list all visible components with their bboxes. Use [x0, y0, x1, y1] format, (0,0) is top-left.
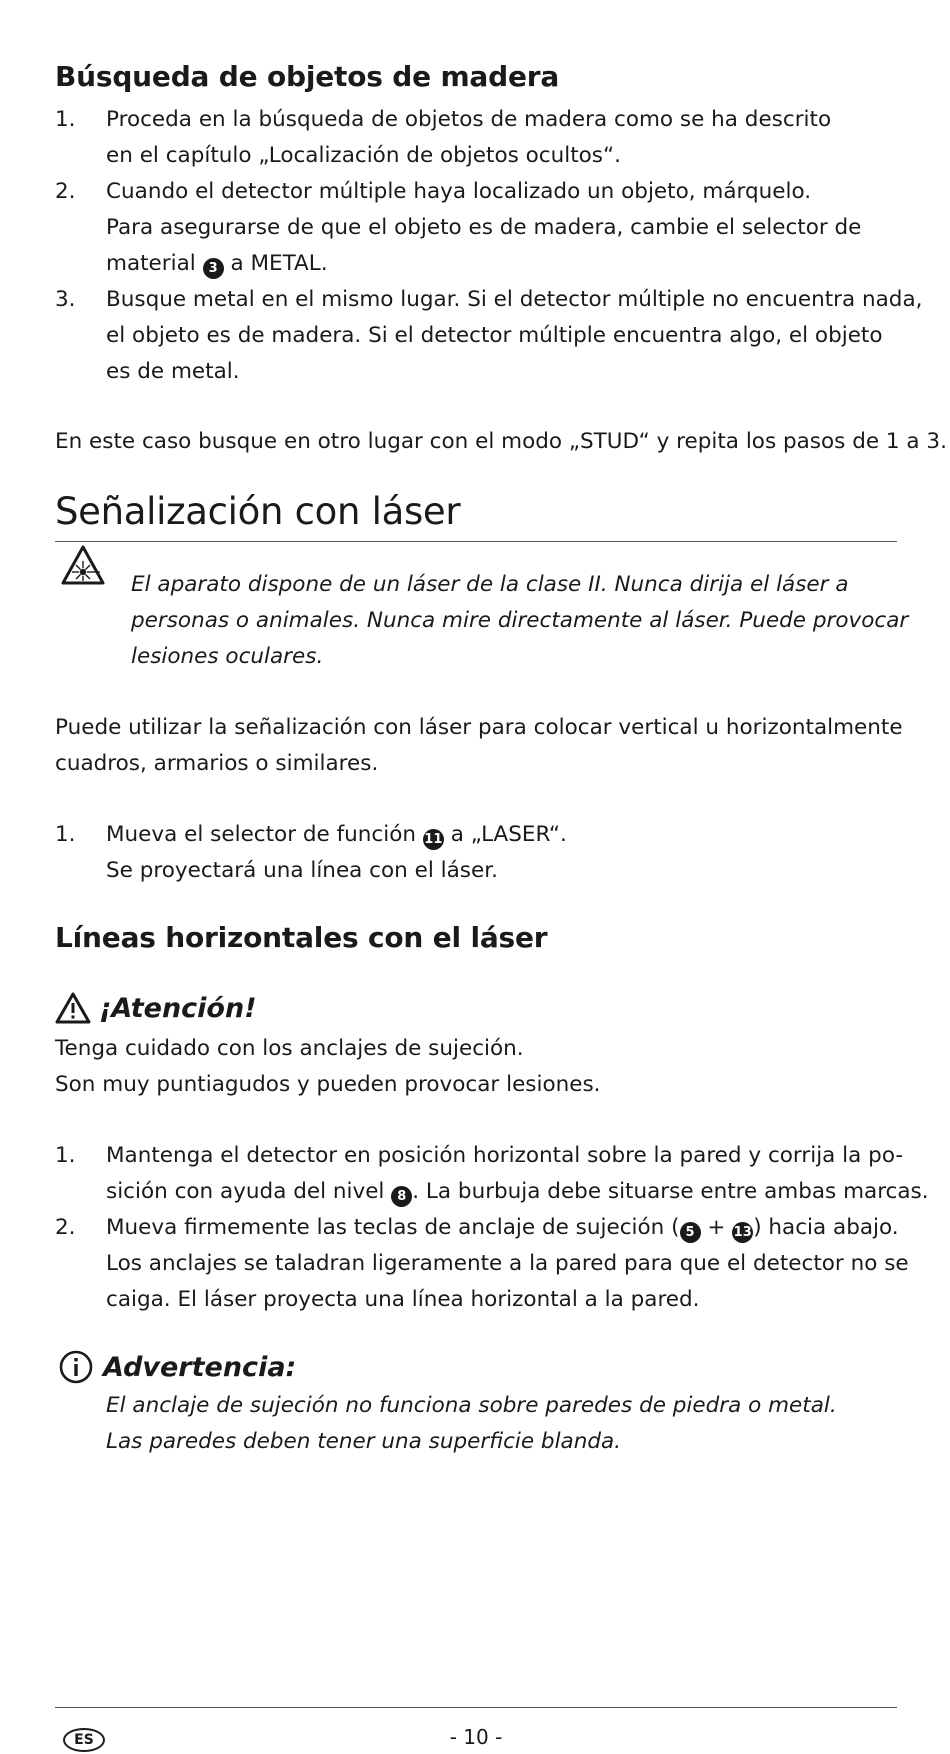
part-reference-badge: 8 [391, 1186, 412, 1207]
step-text: Se proyectará una línea con el láser. [106, 858, 498, 883]
part-reference-badge: 5 [680, 1222, 701, 1243]
step-text-part: sición con ayuda del nivel [106, 1179, 385, 1204]
step-number: 2. [55, 179, 76, 204]
step-text-part: Mueva firmemente las teclas de anclaje de sujeción ( [106, 1215, 680, 1240]
list-item [55, 1210, 929, 1318]
language-badge: ES [63, 1728, 105, 1752]
note-line: El anclaje de sujeción no funciona sobre paredes de piedra o metal. [106, 1393, 837, 1418]
warning-line: personas o animales. Nunca mire directamente al láser. Puede provocar [131, 608, 909, 633]
note-text [106, 1388, 837, 1460]
step-text-part: material [106, 251, 196, 276]
step-number: 3. [55, 287, 76, 312]
attention-heading-text: ¡Atención! [99, 992, 257, 1024]
step-text: es de metal. [106, 359, 240, 384]
list-item [55, 1138, 929, 1210]
step-number: 1. [55, 822, 76, 847]
step-text [106, 246, 922, 282]
step-number: 2. [55, 1215, 76, 1240]
step-number: 1. [55, 1143, 76, 1168]
step-text [106, 1210, 929, 1246]
page-number: - 10 - [449, 1725, 503, 1749]
step-text-part: a METAL. [230, 251, 328, 276]
step-number: 1. [55, 107, 76, 132]
step-text: Proceda en la búsqueda de objetos de madera como se ha descrito [106, 107, 832, 132]
step-text: Los anclajes se taladran ligeramente a la pared para que el detector no se [106, 1251, 909, 1276]
warning-triangle-icon [55, 991, 91, 1025]
warning-line: El aparato dispone de un láser de la clase II. Nunca dirija el láser a [131, 572, 849, 597]
step-text: Busque metal en el mismo lugar. Si el detector múltiple no encuentra nada, [106, 287, 923, 312]
part-reference-badge: 13 [732, 1222, 753, 1243]
wood-closing-paragraph: En este caso busque en otro lugar con el modo „STUD“ y repita los pasos de 1 a 3. [55, 429, 947, 454]
step-text [106, 817, 567, 853]
step-text-part: Mueva el selector de función [106, 822, 416, 847]
note-heading-text: Advertencia: [103, 1351, 297, 1383]
laser-intro-paragraph [55, 710, 903, 782]
wood-steps-list [55, 102, 922, 390]
section-divider [55, 541, 897, 542]
part-reference-badge: 11 [423, 829, 444, 850]
section-title-wood-search: Búsqueda de objetos de madera [55, 60, 560, 93]
step-text: Cuando el detector múltiple haya localizado un objeto, márquelo. [106, 179, 812, 204]
laser-warning-text [131, 567, 908, 675]
step-text: Para asegurarse de que el objeto es de madera, cambie el selector de [106, 215, 862, 240]
step-text-part: . La burbuja debe situarse entre ambas marcas. [412, 1179, 929, 1204]
list-item [55, 102, 922, 174]
step-text-part: + [707, 1215, 726, 1240]
footer-divider [55, 1707, 897, 1708]
warning-line: lesiones oculares. [131, 644, 324, 669]
step-text: en el capítulo „Localización de objetos ocultos“. [106, 143, 621, 168]
list-item [55, 174, 922, 282]
step-text: Mantenga el detector en posición horizontal sobre la pared y corrija la po- [106, 1143, 904, 1168]
horizontal-steps-list [55, 1138, 929, 1318]
step-text-part: a „LASER“. [450, 822, 567, 847]
note-heading [59, 1350, 296, 1384]
info-icon [59, 1350, 93, 1384]
attention-text [55, 1031, 601, 1103]
paragraph-line: Puede utilizar la señalización con láser para colocar vertical u horizontalmente [55, 715, 903, 740]
laser-warning-icon [61, 545, 105, 585]
section-title-laser: Señalización con láser [55, 490, 461, 533]
paragraph-line: cuadros, armarios o similares. [55, 751, 379, 776]
attention-heading [55, 991, 257, 1025]
step-text-part: ) hacia abajo. [753, 1215, 899, 1240]
paragraph-line: Tenga cuidado con los anclajes de sujeción. [55, 1036, 524, 1061]
note-line: Las paredes deben tener una superficie blanda. [106, 1429, 622, 1454]
list-item [55, 282, 922, 390]
section-title-horizontal-lines: Líneas horizontales con el láser [55, 921, 548, 954]
laser-steps-list [55, 817, 567, 889]
paragraph-line: Son muy puntiagudos y pueden provocar lesiones. [55, 1072, 601, 1097]
step-text [106, 1174, 929, 1210]
list-item [55, 817, 567, 889]
step-text: el objeto es de madera. Si el detector múltiple encuentra algo, el objeto [106, 323, 883, 348]
part-reference-badge: 3 [203, 258, 224, 279]
step-text: caiga. El láser proyecta una línea horizontal a la pared. [106, 1287, 700, 1312]
